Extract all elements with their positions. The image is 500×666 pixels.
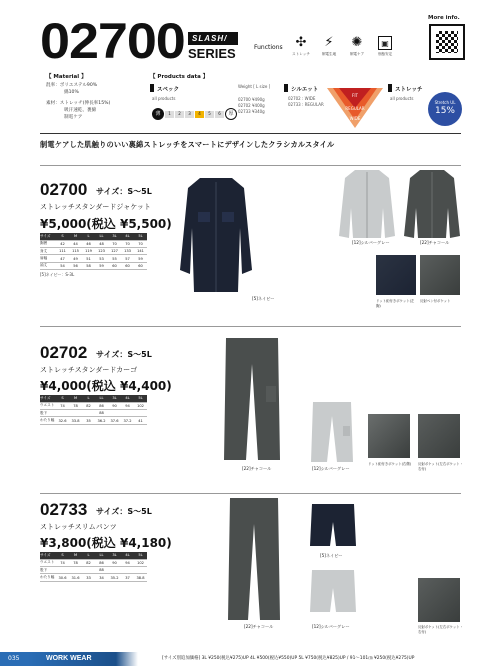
- table-cell: 5L: [134, 552, 147, 559]
- table-cell: [108, 410, 121, 417]
- silhouette-diagram: [325, 86, 385, 130]
- table-cell: 90: [108, 402, 121, 409]
- table-cell: S: [56, 395, 69, 402]
- brand-logo: SLASH/: [188, 32, 238, 45]
- table-cell: 35: [82, 417, 95, 424]
- table-cell: [108, 567, 121, 574]
- table-cell: M: [69, 233, 82, 240]
- table-cell: M: [69, 395, 82, 402]
- table-cell: 57: [121, 255, 134, 262]
- table-cell: 37.2: [121, 417, 134, 424]
- table-cell: 54: [56, 262, 69, 269]
- table-cell: 60: [108, 262, 121, 269]
- catch-copy: 制電ケアした肌触りのいい裏綿ストレッチをスマートにデザインしたクラシカルスタイル: [40, 140, 335, 149]
- table-cell: 5L: [134, 395, 147, 402]
- more-info-label: More info.: [428, 15, 460, 21]
- table-cell: 49: [69, 255, 82, 262]
- qr-code[interactable]: [429, 24, 465, 60]
- table-cell: 60: [134, 262, 147, 269]
- table-cell: わたり幅: [40, 417, 56, 424]
- table-cell: 袖丈: [40, 262, 56, 269]
- table-cell: [121, 567, 134, 574]
- section-label: WORK WEAR: [28, 652, 138, 666]
- table-cell: 股下: [40, 410, 56, 417]
- table-cell: LL: [95, 395, 108, 402]
- table-cell: 34: [95, 574, 108, 581]
- table-row: [40, 255, 147, 262]
- product-name: ストレッチスタンダードジャケット: [40, 203, 151, 211]
- table-cell: 48: [95, 240, 108, 247]
- table-cell: [56, 410, 69, 417]
- table-row: [40, 395, 147, 402]
- table-cell: 51: [82, 255, 95, 262]
- table-cell: L: [82, 395, 95, 402]
- material-text: 混率：ポリエステル90% 綿10% 素材：ストレッチ(伸長率15%) 吸汗速乾、裏綿 制電ケア: [46, 83, 111, 120]
- table-cell: 56: [69, 262, 82, 269]
- page-number: 035: [0, 652, 28, 666]
- table-cell: 5L: [134, 233, 147, 240]
- silhouette-lines: 02702 : WIDE 02733 : REGULAR: [288, 96, 324, 107]
- table-cell: [56, 567, 69, 574]
- table-cell: 94: [121, 559, 134, 566]
- table-cell: 111: [56, 248, 69, 255]
- size-table: [40, 552, 147, 582]
- table-cell: 4L: [121, 233, 134, 240]
- product-price: ¥4,000(税込 ¥4,400): [40, 379, 172, 393]
- shorts-navy-photo: [308, 500, 358, 550]
- table-cell: 32.6: [56, 417, 69, 424]
- table-cell: 4L: [121, 552, 134, 559]
- footer-note: [サイズ別追加価格] 3L ¥250(税込¥275)UP 4L ¥500(税込¥550)UP 5L ¥750(税込¥825)UP / 91〜101㎝ ¥250(税込¥275)UP: [162, 656, 415, 661]
- table-cell: 74: [56, 402, 69, 409]
- table-cell: [82, 410, 95, 417]
- table-cell: [134, 410, 147, 417]
- table-cell: LL: [95, 552, 108, 559]
- silhouette-title: シルエット: [291, 87, 319, 93]
- product-model: 02700: [40, 180, 88, 199]
- table-cell: 82: [82, 559, 95, 566]
- table-cell: ウエスト: [40, 402, 56, 409]
- table-cell: 78: [69, 559, 82, 566]
- jacket-charcoal-photo: [400, 166, 464, 238]
- table-cell: 119: [82, 248, 95, 255]
- size-table: [40, 233, 147, 270]
- jacket-navy-photo: [172, 170, 260, 296]
- table-cell: 82: [82, 402, 95, 409]
- table-cell: 3L: [108, 233, 121, 240]
- table-cell: わたり幅: [40, 574, 56, 581]
- svg-text:FIT: FIT: [352, 93, 358, 98]
- table-cell: サイズ: [40, 552, 56, 559]
- table-cell: 102: [134, 402, 147, 409]
- table-cell: 30.6: [56, 574, 69, 581]
- table-cell: 141: [134, 248, 147, 255]
- table-cell: 47: [56, 255, 69, 262]
- table-row: [40, 240, 147, 247]
- products-data-title: 【 Products data 】: [150, 74, 209, 80]
- table-cell: 102: [134, 559, 147, 566]
- product-model: 02733: [40, 500, 88, 519]
- detail-pocket-photo: [376, 255, 416, 295]
- shape-stable-icon: ▣ 形態安定: [374, 36, 396, 57]
- table-row: [40, 552, 147, 559]
- table-cell: 3L: [108, 552, 121, 559]
- table-row: [40, 410, 147, 417]
- table-cell: 74: [56, 559, 69, 566]
- table-cell: [69, 410, 82, 417]
- table-cell: 身丈: [40, 248, 56, 255]
- table-cell: L: [82, 552, 95, 559]
- table-cell: 70: [134, 240, 147, 247]
- product-name: ストレッチスリムパンツ: [40, 523, 117, 531]
- stretch-badge: Stretch UL 15%: [428, 92, 462, 126]
- table-cell: サイズ: [40, 395, 56, 402]
- table-row: [40, 233, 147, 240]
- spec-title: スペック: [157, 87, 180, 93]
- cargo-charcoal-photo: [218, 334, 286, 464]
- table-cell: 33.8: [69, 417, 82, 424]
- product-model: 02702: [40, 343, 88, 362]
- table-cell: 59: [134, 255, 147, 262]
- table-cell: 37: [121, 574, 134, 581]
- detail-cargo-pocket-photo: [368, 414, 410, 458]
- table-cell: 70: [121, 240, 134, 247]
- cargo-silver-photo: [307, 400, 357, 464]
- stretch-title: ストレッチ: [395, 87, 423, 93]
- table-cell: 88: [95, 410, 108, 417]
- table-cell: 70: [108, 240, 121, 247]
- antistatic-zipper-icon: ✺ 制電ケア: [349, 35, 365, 56]
- table-cell: 46: [82, 240, 95, 247]
- table-row: [40, 402, 147, 409]
- table-cell: 38.8: [134, 574, 147, 581]
- table-cell: 59: [95, 262, 108, 269]
- table-cell: 41: [134, 417, 147, 424]
- table-cell: [121, 410, 134, 417]
- jacket-silver-photo: [335, 166, 399, 238]
- table-cell: 53: [95, 255, 108, 262]
- table-cell: 78: [69, 402, 82, 409]
- table-cell: 127: [108, 248, 121, 255]
- shorts-silver-photo: [308, 566, 358, 616]
- product-price: ¥3,800(税込 ¥4,180): [40, 536, 172, 550]
- table-cell: 3L: [108, 395, 121, 402]
- table-cell: 94: [121, 402, 134, 409]
- table-cell: 115: [69, 248, 82, 255]
- thickness-scale: 薄 1 2 3 4 5 6 厚: [152, 108, 237, 120]
- weight-list: 02700 ¥490g 02702 ¥400g 02733 ¥340g: [238, 97, 265, 114]
- table-cell: 44: [69, 240, 82, 247]
- detail-reflect-pocket-photo: [418, 414, 460, 458]
- model-number-title: 02700: [40, 13, 185, 69]
- product-name: ストレッチスタンダードカーゴ: [40, 366, 138, 374]
- table-cell: 42: [56, 240, 69, 247]
- table-cell: [82, 567, 95, 574]
- detail-pen-pocket-photo: [420, 255, 460, 295]
- table-cell: 88: [95, 567, 108, 574]
- table-cell: 37.6: [108, 417, 121, 424]
- table-cell: サイズ: [40, 233, 56, 240]
- table-cell: 86: [95, 559, 108, 566]
- table-cell: [69, 567, 82, 574]
- table-cell: 123: [95, 248, 108, 255]
- table-cell: 133: [121, 248, 134, 255]
- table-row: [40, 559, 147, 566]
- table-cell: 36.2: [95, 417, 108, 424]
- table-cell: L: [82, 233, 95, 240]
- material-title: 【 Material 】: [46, 74, 87, 80]
- product-price: ¥5,000(税込 ¥5,500): [40, 217, 172, 231]
- detail-slim-pocket-photo: [418, 578, 460, 622]
- table-cell: 90: [108, 559, 121, 566]
- table-row: [40, 567, 147, 574]
- functions-label: Functions: [254, 44, 283, 51]
- table-cell: 胸囲: [40, 240, 56, 247]
- svg-text:WIDE: WIDE: [349, 116, 361, 121]
- table-cell: 31.6: [69, 574, 82, 581]
- table-row: [40, 262, 147, 269]
- table-cell: LL: [95, 233, 108, 240]
- table-cell: [134, 567, 147, 574]
- table-cell: 58: [82, 262, 95, 269]
- table-cell: 35.2: [108, 574, 121, 581]
- table-cell: S: [56, 233, 69, 240]
- size-table: [40, 395, 147, 425]
- table-cell: S: [56, 552, 69, 559]
- slim-charcoal-photo: [222, 494, 286, 624]
- table-cell: 肩幅: [40, 255, 56, 262]
- table-row: [40, 248, 147, 255]
- table-cell: 60: [121, 262, 134, 269]
- table-cell: 4L: [121, 395, 134, 402]
- table-cell: 33: [82, 574, 95, 581]
- table-row: [40, 417, 147, 424]
- table-cell: 55: [108, 255, 121, 262]
- table-cell: 86: [95, 402, 108, 409]
- series-label: SERIES: [188, 46, 236, 61]
- table-row: [40, 574, 147, 581]
- stretch-icon: ✣ ストレッチ: [292, 35, 310, 56]
- table-cell: 股下: [40, 567, 56, 574]
- header-divider: [40, 133, 461, 134]
- table-cell: ウエスト: [40, 559, 56, 566]
- antistatic-icon: ⚡ 制電生地: [321, 35, 337, 56]
- table-cell: M: [69, 552, 82, 559]
- svg-text:REGULAR: REGULAR: [345, 106, 365, 111]
